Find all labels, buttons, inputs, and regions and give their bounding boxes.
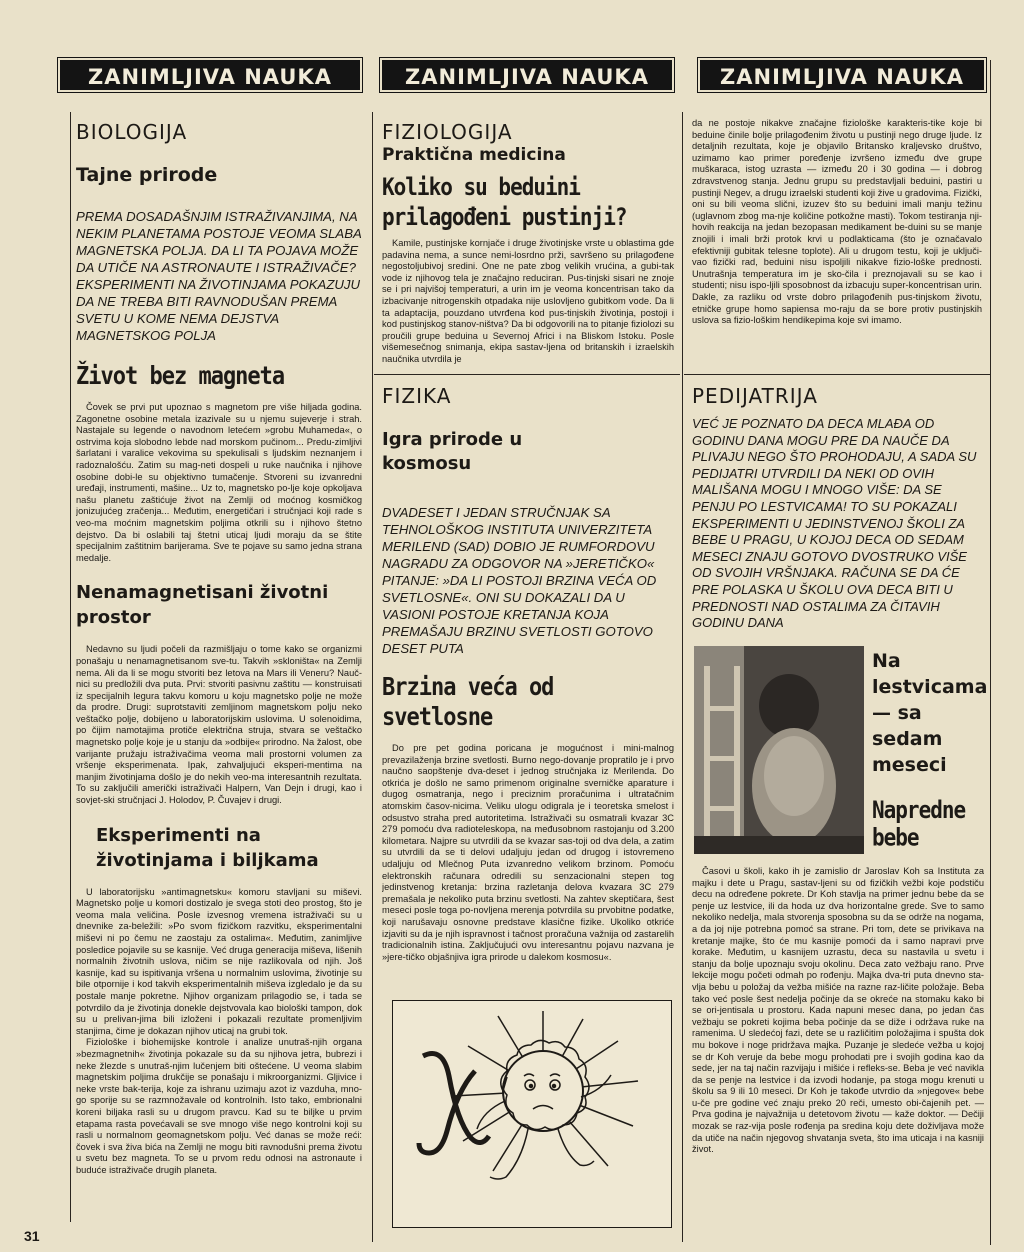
- banner-left: ZANIMLJIVA NAUKA: [60, 60, 360, 90]
- fiziologija-continuation: [692, 118, 982, 368]
- article-body: Časovi u školi, kako ih je zamislio dr Jaroslav Koh sa Instituta za majku i dete u Pragu, sastav-ljeni su od fizičkih vežbi koje podstiču decu na određene pokrete. Dr Koh stavlja na primer jednu bebe da se penje uz lestvice, ili da hoda uz dva horizontalne grede. Sve to samo nekoliko nedelja, mala stvorenja sposobna su da se održe na nogama, a da joj nije potrebna pomoć sa strane. Pri tom, dete se privikava na kretanje majke, što će mu kasnije pomoći da i samo napravi prve korake. Međutim, u kasnijem uzrastu, deca su nastavila u svetu i stanju da bolje upoznaju svoju okolinu. Deca zato vežbaju rano. Prve lekcije mogu početi odmah po rođenju. Majka dva-tri puta dnevno sta-vlja bebu u položaj da vežba mišiće na razne raz-ličite položaje. Beba tako već posle šest nedelja počinje da se okreće na stomaku kako bi se ori-jentisala u prostoru. Kada napuni mesec dana, po jedan čas vežbaju se pokreti kojima beba počinje da se diže i održava ruke na ramenima. U sledećoj fazi, dete se u različitim položajima i spušta dok mu bokove i noge pridržava majka. Puzanje je sledeće vežba u kojoj se dr Koh veruje da bebe mogu prohodati pre i svojih godina kao da sede, jer na taj način razvijaju i mišiće i refleks-se. Beba je već navikla da se penje na lestvice i da izvodi hodanje, pa stoga mogu krenuti u školu sa 9 ili 10 meseci. Dr Koh je takođe utvrdio da »njegove« bebe u-če pre godine već znaju preko 20 reči, umesto obi-čajenih pet. — Prva godina je najvažnija u detetovom životu — kaže doktor. — Dečiji mozak se raz-vija posle rođenja pa sredina koju dete doživljava može da utiče na način njegovog shvatanja sveta, što ima uticaja i na kasniji život.: [692, 866, 984, 1155]
- article-body-3: U laboratorijsku »antimagnetsku« komoru stavljani su miševi. Magnetsko polje u komori dostizalo je svega stoti deo prostog, što je veoma mala veličina. Posle izvesnog vremena istraživači su u dnevnike za-beležili: »Po svom fizičkom razvitku, eksperimentalni miševi ni po čemu ne zaostaju za ostalima«. Međutim, zanimljive posledice pojavile su se kasnije. Već druga generacija miševa, lišenih normalnih životnih uslova, ničim se nije razlikovala od njih. Još kasnije, kad su ispitivanja vršena u normalnim uslovima, životinje su bile otpornije i kod takvih eksperimentalnih miševa izgledalo je da su postale manje pokretne. Njihov organizam prilagodio se, i tada se potvrdilo da je životinja donekle dejstvovala kao biološki tampon, dok su u prelivan-jima bili izloženi i pokazali rezultate promenljivim stanjima, čime je dokazan njihov uticaj na grubi tok. Fiziološke i biohemijske kontrole i analize unutraš-njih organa »bezmagnetnih« životinja pokazale su da su njihova jetra, bubrezi i neke žlezde s unutraš-njim lučenjem biti oštećene. U veoma slabim magnetskim poljima drukčije se ponašaju i mikroorganizmi. Gljivice i neke vrste bak-terija, koje za ishranu uzimaju azot iz vazduha, mno-go sporije su se razmnožavale od kontrolnih. Isto tako, embrionalni koreni biljaka rasli su u drugom pravcu. Kad su te biljke u prvim etapama rasta povećavali se sve mnogo više nego kontrolni koji su rasli u normalnom geomagnetskom polju. Već danas se može reći: čovek i sva živa bića na Zemlji ne mogu biti ravnodušni prema životu u svetu bez magneta. To se u prvom redu odnosi na astronaute i buduće istraživače drugih planeta.: [76, 886, 362, 1175]
- article-body-continued: da ne postoje nikakve značajne fiziološke karakteris-tike koje bi beduine činile bolje prilagođenim životu u pustinji nego druge ljude. Iz detaljnih rezultata, koje je objavilo Britansko kraljevsko društvo, uzimamo kao primer poređenje izvršeno između dve grupe muškaraca, istog uzrasta — između 20 i 30 godina — i dobrog zdravstvenog stanja. Jednu grupu su predstavljali beduini, pastiri u pustinji Negev, a drugu izraelski studenti koji žive u gradovima. Fizički, oni su bili veoma slični, izuzev što su beduini imali manju težinu (uglavnom zbog ma-nje količine potkožne masti). Tokom testiranja nji-hovih reakcija na jedan bezopasan medikament be-duini su se manje znojili i imali brži protok krvi u podlakticama (što je označavalo efektivniji gubitak telesne toplote). Ali u drugom testu, koji je uključi-vao fizički rad, beduini nisu ispoljili nikakve fizio-loške prednosti. Unutrašnja temperatura im je sko-čila i preznojavali su se kao i studenti; nisu ispo-ljili sposobnost da izbacuju super-koncentrisan urin. Dakle, za razliku od vrste dobro prilagođenih pus-tinjskom životu, etničke grupe homo sapiensa mo-raju da se bore protiv pustinjskih uslova sa fizio-loškim hendikepima koje svi imamo.: [692, 118, 982, 326]
- column-rule-4: [990, 60, 991, 1245]
- sun-illustration: [392, 1000, 672, 1228]
- article-title: Tajne prirode: [76, 164, 218, 186]
- running-sun-drawing: [393, 1001, 670, 1226]
- column-rule-2: [372, 112, 373, 1242]
- fizika-column: [382, 384, 674, 1004]
- fiziologija-column: [382, 120, 674, 370]
- page-number: 31: [24, 1228, 40, 1244]
- article-headline: Napredne bebe: [872, 796, 966, 852]
- article-body-1: Čovek se prvi put upoznao s magnetom pre više hiljada godina. Zagonetne osobine metala izazivale su u njemu sujeverje i strah. Nastajale su legende o navodnom letećem »grobu Muhameda«, o ostrvima koja slobodno lebde nad morskom pučinom... Predu-zimljivi šarlatani i varalice vekovima su spekulisali s ljudskim neznanjem i radoznalošću. Zatim su mag-neti dospeli u ruke naučnika i njihove osobine dobi-le su objektivno tumačenje. Stvoreni su izvanredni uređaji, instrumenti, mašine... Uz to, magnetsko po-lje koje opkoljava našu planetu zaštićuje život na Zemlji od moćnog kosmičkog jonizujućeg zračenja... Međutim, energetičari i stručnjaci koji rade s veo-ma moćnim magnetskim poljima otkrili su i njihovo štetno dejstvo. Da bi oslabili taj štetni uticaj ljudi moraju da se štite specijalnim zaštitnim barijerama. Sve te pojave su samo jedna strana medalje.: [76, 402, 362, 563]
- article-headline: Koliko su beduini prilagođeni pustinji?: [382, 173, 627, 231]
- article-body: Kamile, pustinjske kornjače i druge životinjske vrste u oblastima gde padavina nema, a sunce nemi-losrdno prži, savršeno su prilagođene negostoljubivoj sredini. One ne pate zbog velikih vrućina, a gubi-tak vode iz njihovog tela je značajno reduciran. Pus-tinjski sisari ne znoje se i pri najvišoj temperaturi, a urin im je veoma koncentrisan tako da izbacivanje nitrogenskih otpadaka nije uslovljeno gubitkom vode. Da li ta adaptacija, pouzdano utvrđena kod pus-tinjskih životinja, postoji i kod pustinjskog stanov-ništva? Da bi odgovorili na to pitanje fiziolozi su proučili grupe beduina u Severnoj Africi i na Bliskom Istoku. Posle višemesečnog snimanja, ekipa sastav-ljena od britanskih i izraelskih naučnika utvrdila je: [382, 238, 674, 364]
- section-rule-pedijatrija: [684, 374, 990, 375]
- section-label: BIOLOGIJA: [76, 120, 188, 144]
- article-lead: PREMA DOSADAŠNJIM ISTRAŽIVANJIMA, NA NEKIM PLANETAMA POSTOJE VEOMA SLABA MAGNETSKA POLJA. DA LI TA POJAVA MOŽE DA UTIČE NA ASTRONAUTE I ISTRAŽIVAČE? EKSPERIMENTI NA ŽIVOTINJAMA POKAZUJU DA NE TREBA BITI RAVNODUŠAN PREMA SVETU U KOME NEMA DEJSTVA MAGNETSKOG POLJA: [76, 209, 362, 343]
- subsection-label: Praktična medicina: [382, 145, 566, 165]
- article-title: Igra prirode u kosmosu: [382, 429, 523, 474]
- column-rule-3: [682, 112, 683, 1242]
- article-headline: Život bez magneta: [76, 362, 285, 391]
- subhead-eksperimenti: Eksperimenti na životinjama i biljkama: [96, 824, 319, 871]
- section-label: FIZIOLOGIJA: [382, 120, 513, 144]
- section-label: FIZIKA: [382, 384, 452, 408]
- subhead-nenamagnetisani: Nenamagnetisani životni prostor: [76, 582, 329, 629]
- pedijatrija-body: [692, 866, 984, 1228]
- section-rule-fizika: [374, 374, 680, 375]
- article-headline: Brzina veća od svetlosne: [382, 673, 554, 732]
- article-body-2: Nedavno su ljudi počeli da razmišljaju o tome kako se organizmi ponašaju u nenamagnetisanom sve-tu. Takvih »skloništa« na Zemlji nema. Ali da li se mogu stvoriti bez letova na Mars ili Veneru? Nauč-nici su predložili dva puta. Prvi: stvoriti pasivnu zaštitu — konstruisati iz specijalnih legura takvu komoru u koju magnetsko polje ne može da prodre. Drugi: suprotstaviti zemljinom magnetskom polju neko veštačko polje, dobijeno u laboratorijskim uslovima. U solenoidima, po čijim namotajima protiče električna struja, stvara se veštačko magnetsko polje koje je u stanju da »odbije« prirodno. Na žalost, obe varijante pružaju istraživačima veoma mali prostorni volumen za vršenje eksperimenata. Ipak, zahvaljujući eksperi-mentima na manjim životinjama došlo je do nekih veo-ma interesantnih rezultata. To su zaključili američki istraživači Halpern, Van Dejn i drugi, kao i sovjet-ski stručnjaci J. Holodov, P. Čuvajev i drugi.: [76, 644, 362, 806]
- banner-middle: ZANIMLJIVA NAUKA: [382, 60, 672, 90]
- column-rule-1: [70, 112, 71, 1222]
- section-label: PEDIJATRIJA: [692, 384, 818, 408]
- article-body: Do pre pet godina poricana je mogućnost i mini-malnog prevazilaženja brzine svetlosti. Burno nego-dovanje propratilo je i prvo naučno saopštenje dva-deset i jednog stručnjaka iz Merilenda. Do otkrića je došlo ne samo primenom originalne sverničke aparature i dugog osmatranja, nego i preciznim proračunima i ultratačnim atomskim časov-nicima. Veliku ulogu odigrala je i teoretska smelost i odsustvo straha pred autoritetima. Istraživači su osmatrali kvazar 3C 279 pomoću dva radioteleskopa, na međusobnom rastojanju od 3.200 kilometara. Najpre su utvrdili da se kvazar sas-toji od dva dela, a zatim su utvrdili da se ti delovi udaljuju jedan od drugog i istovremeno udaljuju od Mlečnog Puta izvanredno velikom brzinom. Pomoću elektronskih računara odredili su senzacionalni stepen tog jedinstvenog kretanja: brzina razletanja delova kvazara 3C 279 premašala je nekoliko puta brzinu svetlosti. Na zahtev skeptičara, šest meseci posle toga po-novljena merenja potvrdila su prvobitne podatke, koji narušavaju osnovne predstave klasične fizike. Ukoliko otkriće izjaviti su da je njih ispravnost i tačnost proračuna važnija od zastarelih tradicionalnih istina. Zaključujući ovu interesantnu pojavu nazvana je »jere-tičko objašnjiva igra prirode u dalekom kosmosu«.: [382, 743, 674, 962]
- photo-caption: Na lestvicama — sa sedam meseci: [872, 650, 988, 776]
- biologija-column: [76, 120, 362, 1225]
- banner-right: ZANIMLJIVA NAUKA: [700, 60, 984, 90]
- article-lead: DVADESET I JEDAN STRUČNJAK SA TEHNOLOŠKOG INSTITUTA UNIVERZITETA MERILEND (SAD) DOBIO JE RUMFORDOVU NAGRADU ZA ODGOVOR NA »JERETIČKO« PITANJE: »DA LI POSTOJI BRZINA VEĆA OD SVETLOSNE«. ONI SU DOKAZALI DA U VASIONI POSTOJE KRETANJA KOJA PREMAŠAJU BRZINU SVETLOSTI GOTOVO DESET PUTA: [382, 505, 657, 656]
- baby-on-ladder-image: [694, 646, 864, 854]
- article-lead: VEĆ JE POZNATO DA DECA MLAĐA OD GODINU DANA MOGU PRE DA NAUČE DA PLIVAJU NEGO ŠTO PROHODAJU, A SADA SU PEDIJATRI UTVRDILI DA NEKI OD OVIH MALIŠANA MOGU I MNOGO VIŠE: DA SE PENJU PO LESTVICAMA! TO SU POKAZALI EKSPERIMENTI U JEDINSTVENOJ ŠKOLI ZA BEBE U PRAGU, U KOJOJ DECA OD SEDAM MESECI ZNAJU GOTOVO DVOSTRUKO VIŠE OD SVOJIH VRŠNJAKA. RAČUNA SE DA ĆE PRE POLASKA U ŠKOLU OVA DECA BITI U PREDNOSTI NAD OSTALIMA ZA ČITAVIH GODINU DANA: [692, 416, 977, 631]
- baby-photo: [694, 646, 864, 854]
